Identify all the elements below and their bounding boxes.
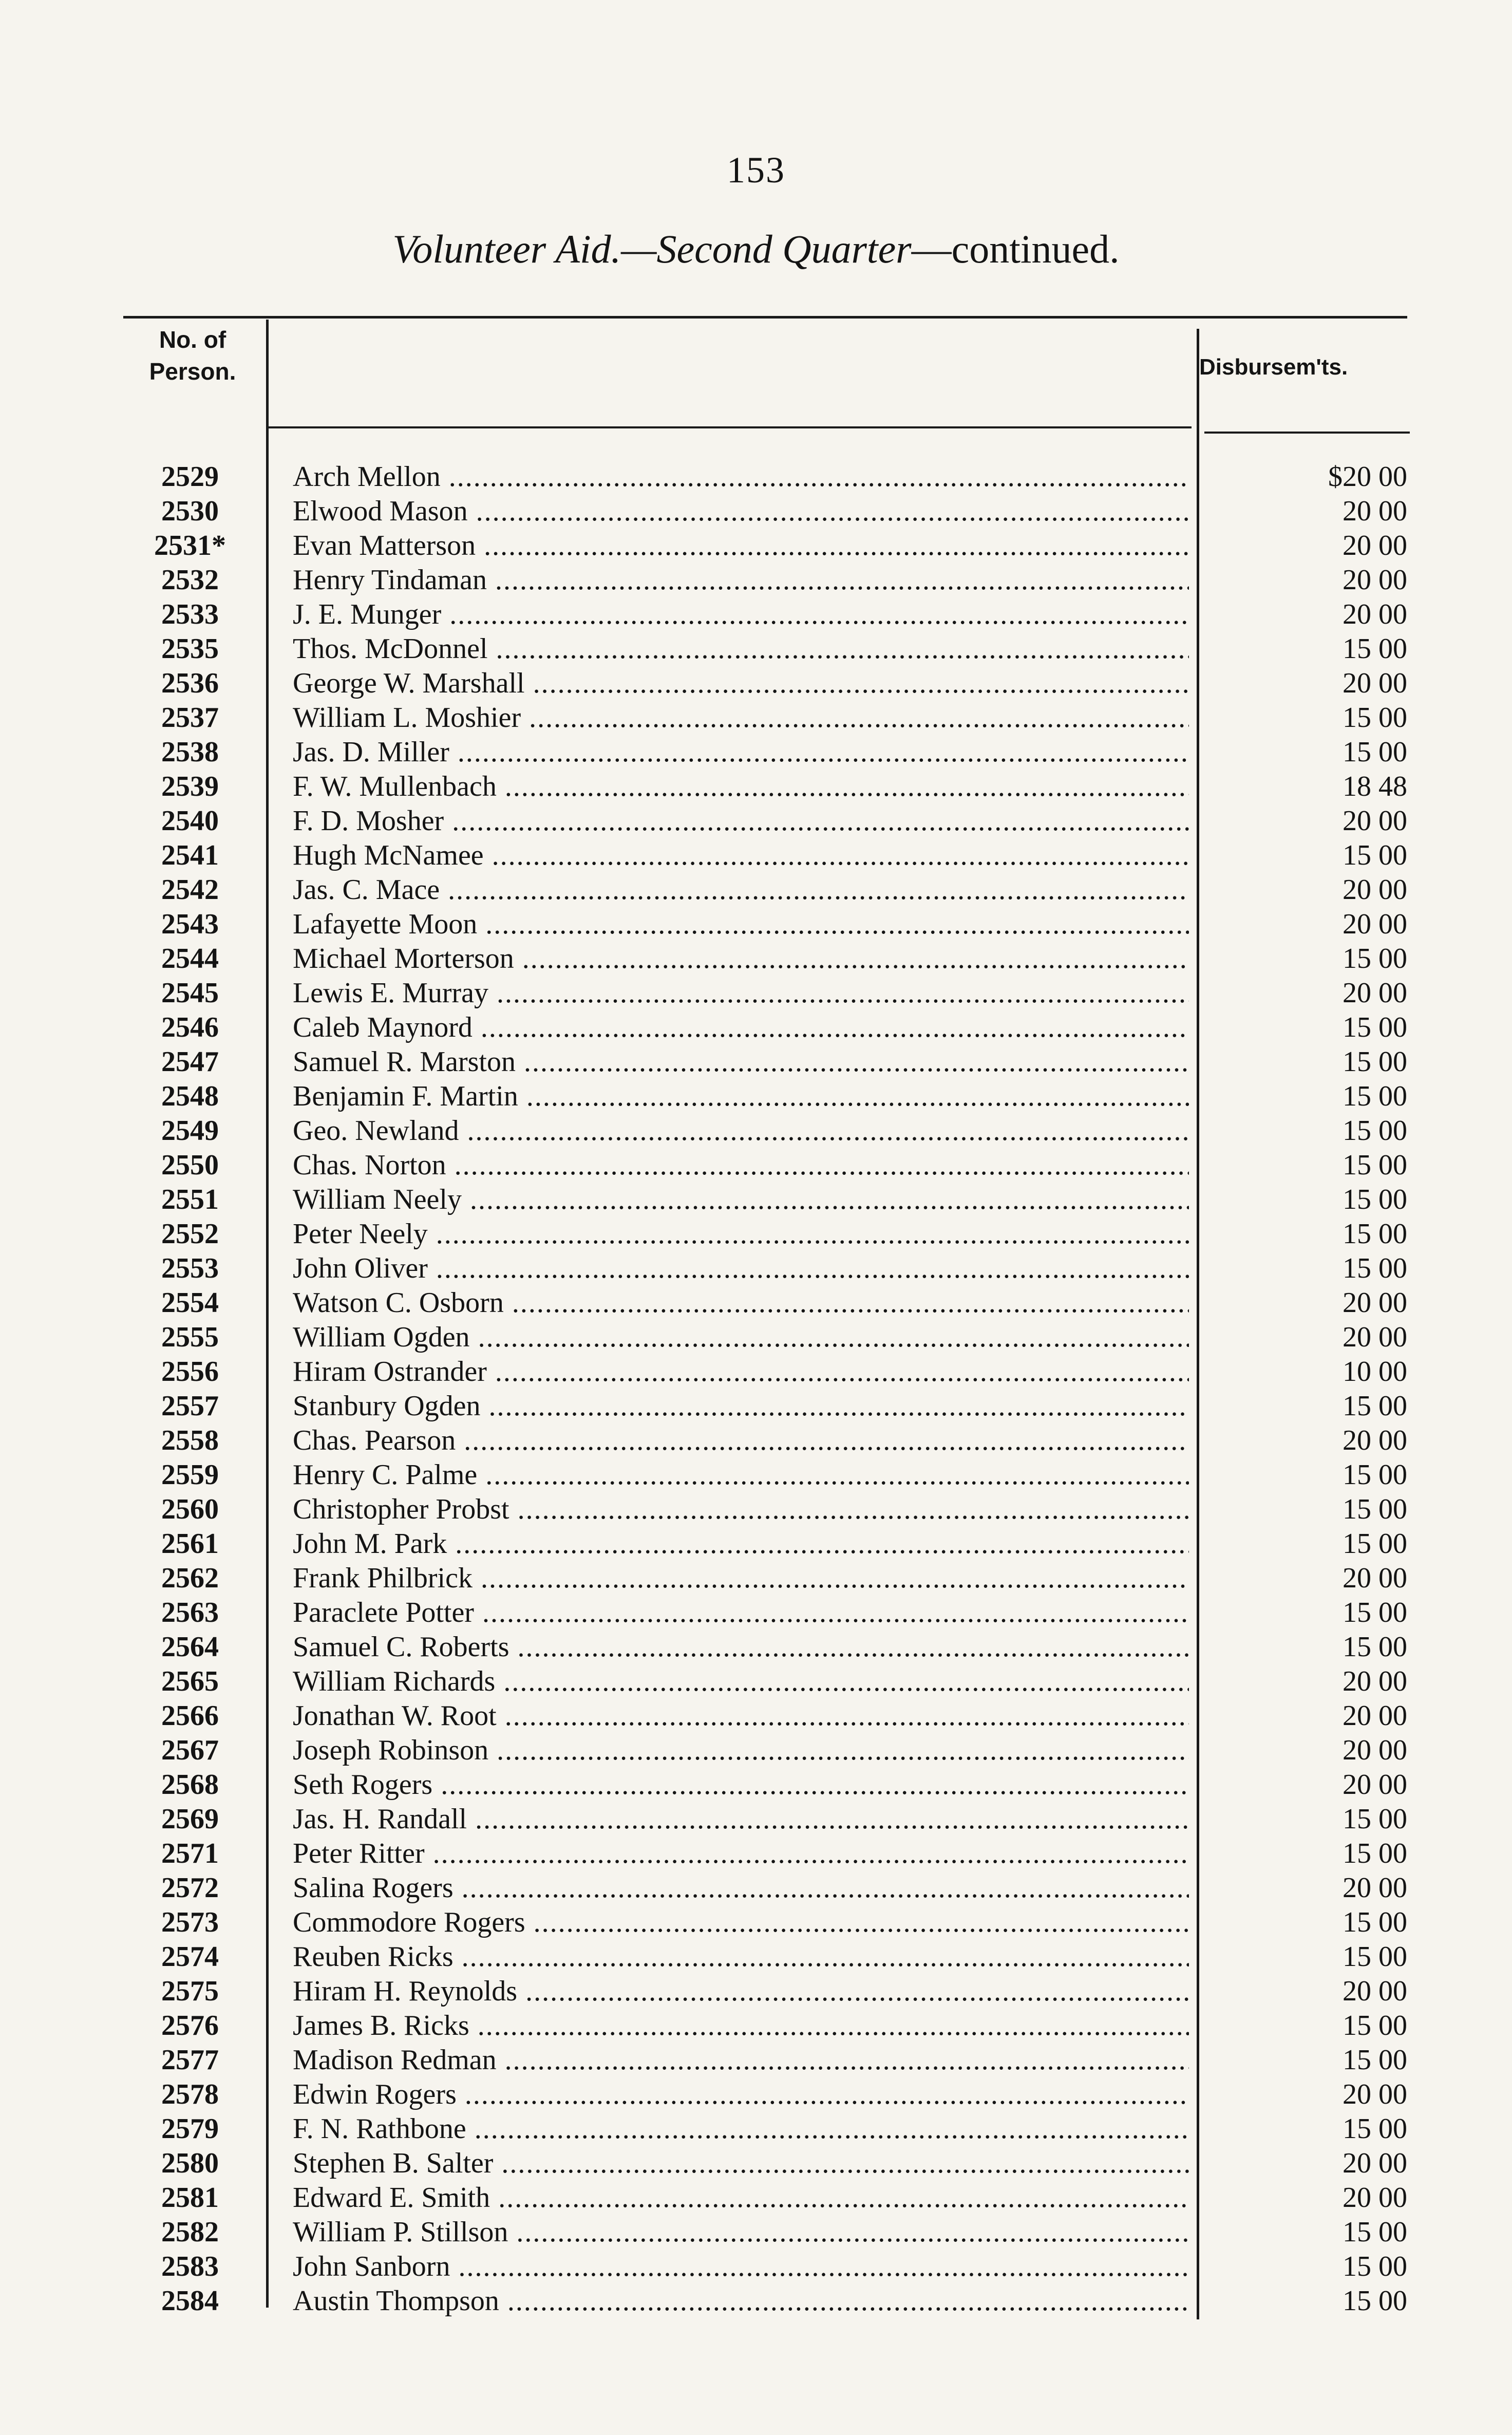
person-number: 2535 [161, 633, 219, 665]
person-name: Samuel C. Roberts ..... [293, 1630, 1189, 1664]
disbursement-amount: 15 00 [1343, 1390, 1407, 1422]
table-row [0, 1664, 1512, 1699]
person-number: 2540 [161, 805, 219, 837]
person-name: Benjamin F. Martin ..... [293, 1079, 1189, 1114]
person-name: William Richards ..... [293, 1664, 1189, 1699]
person-number: 2538 [161, 736, 219, 768]
person-number: 2533 [161, 598, 219, 630]
table-row [0, 460, 1512, 494]
person-name: F. W. Mullenbach ..... [293, 770, 1189, 804]
disbursement-amount: 20 00 [1343, 874, 1407, 906]
disbursement-amount: 15 00 [1343, 1803, 1407, 1835]
person-number: 2545 [161, 977, 219, 1009]
table-row [0, 1320, 1512, 1355]
table-row [0, 1286, 1512, 1320]
person-name: Watson C. Osborn ..... [293, 1286, 1189, 1320]
table-row [0, 838, 1512, 873]
disbursement-amount: 20 00 [1343, 977, 1407, 1009]
person-number: 2564 [161, 1631, 219, 1663]
disbursement-amount: 15 00 [1343, 1149, 1407, 1181]
disbursement-amount: 20 00 [1343, 1321, 1407, 1353]
table-row [0, 942, 1512, 976]
person-number: 2576 [161, 2010, 219, 2041]
person-name: Jas. C. Mace ..... [293, 873, 1189, 907]
table-row [0, 2250, 1512, 2284]
header-bottom-rule-left [267, 426, 1192, 428]
disbursement-amount: 20 00 [1343, 598, 1407, 630]
person-number: 2529 [161, 461, 219, 493]
disbursement-amount: 15 00 [1343, 1528, 1407, 1560]
table-row [0, 1251, 1512, 1286]
person-number: 2563 [161, 1597, 219, 1628]
table-row [0, 632, 1512, 666]
disbursement-amount: 15 00 [1343, 1252, 1407, 1284]
disbursement-amount: 20 00 [1343, 564, 1407, 596]
person-name: Austin Thompson ..... [293, 2284, 1189, 2318]
disbursement-amount: 15 00 [1343, 2285, 1407, 2317]
person-name: Arch Mellon ..... [293, 460, 1189, 494]
table-row [0, 1458, 1512, 1492]
disbursement-amount: 20 00 [1343, 1700, 1407, 1732]
person-number: 2548 [161, 1080, 219, 1112]
disbursement-amount: 15 00 [1343, 2113, 1407, 2145]
disbursement-amount: 20 00 [1343, 1769, 1407, 1801]
disbursement-amount: 20 00 [1343, 530, 1407, 561]
person-name: Paraclete Potter ..... [293, 1596, 1189, 1630]
person-number: 2560 [161, 1493, 219, 1525]
table-row [0, 1802, 1512, 1837]
person-name: Christopher Probst ..... [293, 1492, 1189, 1527]
person-number: 2567 [161, 1734, 219, 1766]
person-number: 2572 [161, 1872, 219, 1904]
table-row [0, 2112, 1512, 2146]
disbursement-amount: 15 00 [1343, 1906, 1407, 1938]
person-name: Henry Tindaman ..... [293, 563, 1189, 597]
person-number: 2573 [161, 1906, 219, 1938]
disbursement-amount: 20 00 [1343, 1562, 1407, 1594]
table-row [0, 2043, 1512, 2077]
page-title-continued: —continued. [911, 227, 1120, 271]
person-name: Michael Morterson ..... [293, 942, 1189, 976]
table-row [0, 1355, 1512, 1389]
table-row [0, 1768, 1512, 1802]
table-row [0, 1492, 1512, 1527]
table-row [0, 1010, 1512, 1045]
disbursement-amount: 15 00 [1343, 736, 1407, 768]
disbursement-amount: 15 00 [1343, 2044, 1407, 2076]
person-name: Jas. H. Randall ..... [293, 1802, 1189, 1837]
person-number: 2541 [161, 839, 219, 871]
person-number: 2543 [161, 908, 219, 940]
number-header-line2: Person. [149, 358, 236, 385]
person-name: Stephen B. Salter ..... [293, 2146, 1189, 2181]
person-name: Caleb Maynord ..... [293, 1010, 1189, 1045]
table-row [0, 1905, 1512, 1940]
disbursement-amount: 20 00 [1343, 1425, 1407, 1456]
table-row [0, 701, 1512, 735]
table-row [0, 976, 1512, 1010]
person-number: 2547 [161, 1046, 219, 1078]
person-name: Frank Philbrick ..... [293, 1561, 1189, 1596]
person-number: 2550 [161, 1149, 219, 1181]
table-row [0, 597, 1512, 632]
disbursement-amount: $20 00 [1328, 461, 1407, 493]
table-row [0, 2215, 1512, 2250]
person-name: Thos. McDonnel ..... [293, 632, 1189, 666]
person-number: 2583 [161, 2251, 219, 2282]
page-title [0, 226, 1512, 272]
table-row [0, 1183, 1512, 1217]
table-row [0, 804, 1512, 838]
disbursement-amount: 15 00 [1343, 1012, 1407, 1043]
person-number: 2565 [161, 1665, 219, 1697]
person-name: Henry C. Palme ..... [293, 1458, 1189, 1492]
person-name: Seth Rogers ..... [293, 1768, 1189, 1802]
person-name: Madison Redman ..... [293, 2043, 1189, 2077]
person-name: Evan Matterson ..... [293, 529, 1189, 563]
disbursement-amount: 18 48 [1343, 771, 1407, 802]
disbursement-amount: 20 00 [1343, 805, 1407, 837]
person-number: 2558 [161, 1425, 219, 1456]
disbursement-amount: 20 00 [1343, 1287, 1407, 1319]
disbursement-amount: 20 00 [1343, 908, 1407, 940]
table-row [0, 2284, 1512, 2318]
person-number: 2569 [161, 1803, 219, 1835]
table-row [0, 1527, 1512, 1561]
table-row [0, 1837, 1512, 1871]
person-name: F. N. Rathbone ..... [293, 2112, 1189, 2146]
table-row [0, 2181, 1512, 2215]
table-row [0, 2146, 1512, 2181]
person-name: Hiram H. Reynolds ..... [293, 1974, 1189, 2009]
table-row [0, 1561, 1512, 1596]
disbursement-amount: 15 00 [1343, 839, 1407, 871]
person-name: George W. Marshall ..... [293, 666, 1189, 701]
person-number: 2530 [161, 495, 219, 527]
table-body [0, 460, 1512, 2318]
person-name: Stanbury Ogden ..... [293, 1389, 1189, 1423]
disbursement-amount: 15 00 [1343, 1115, 1407, 1147]
person-number: 2544 [161, 943, 219, 975]
person-name: James B. Ricks ..... [293, 2009, 1189, 2043]
person-name: Jas. D. Miller ..... [293, 735, 1189, 770]
person-number: 2556 [161, 1356, 219, 1388]
disbursement-amount: 15 00 [1343, 1597, 1407, 1628]
disbursement-amount: 15 00 [1343, 702, 1407, 734]
person-name: Geo. Newland ..... [293, 1114, 1189, 1148]
person-number: 2546 [161, 1012, 219, 1043]
disbursement-amount: 20 00 [1343, 1734, 1407, 1766]
person-name: Lafayette Moon ..... [293, 907, 1189, 942]
table-row [0, 494, 1512, 529]
person-number: 2584 [161, 2285, 219, 2317]
person-number: 2579 [161, 2113, 219, 2145]
person-number: 2532 [161, 564, 219, 596]
page-title-italic: Volunteer Aid.—Second Quarter [392, 227, 912, 271]
table-row [0, 1423, 1512, 1458]
table-row [0, 770, 1512, 804]
table-row [0, 1079, 1512, 1114]
person-name: Lewis E. Murray ..... [293, 976, 1189, 1010]
table-row [0, 563, 1512, 597]
person-number: 2551 [161, 1184, 219, 1215]
person-name: John Sanborn ..... [293, 2250, 1189, 2284]
table-row [0, 1114, 1512, 1148]
person-number: 2566 [161, 1700, 219, 1732]
person-number: 2552 [161, 1218, 219, 1250]
person-name: William Neely ..... [293, 1183, 1189, 1217]
table-row [0, 1389, 1512, 1423]
person-number: 2575 [161, 1975, 219, 2007]
table-row [0, 1217, 1512, 1251]
person-number: 2580 [161, 2147, 219, 2179]
person-name: Edwin Rogers ..... [293, 2077, 1189, 2112]
person-name: F. D. Mosher ..... [293, 804, 1189, 838]
person-name: John Oliver ..... [293, 1251, 1189, 1286]
disbursement-amount: 20 00 [1343, 2147, 1407, 2179]
person-number: 2561 [161, 1528, 219, 1560]
table-row [0, 907, 1512, 942]
disbursement-amount: 15 00 [1343, 1218, 1407, 1250]
table-row [0, 529, 1512, 563]
disbursement-amount: 15 00 [1343, 2010, 1407, 2041]
disbursement-amount: 20 00 [1343, 1665, 1407, 1697]
disbursement-amount: 15 00 [1343, 1941, 1407, 1973]
person-number: 2549 [161, 1115, 219, 1147]
person-name: Peter Neely ..... [293, 1217, 1189, 1251]
person-name: Chas. Pearson ..... [293, 1423, 1189, 1458]
header-bottom-rule-right [1204, 432, 1410, 434]
table-row [0, 2009, 1512, 2043]
disbursement-amount: 15 00 [1343, 1046, 1407, 1078]
disbursement-amount: 20 00 [1343, 2182, 1407, 2214]
table-row [0, 1699, 1512, 1733]
person-number: 2578 [161, 2078, 219, 2110]
person-number: 2557 [161, 1390, 219, 1422]
person-number: 2536 [161, 667, 219, 699]
disbursements-column-header: Disbursem'ts. [1199, 354, 1348, 380]
table-row [0, 666, 1512, 701]
person-name: William P. Stillson ..... [293, 2215, 1189, 2250]
table-row [0, 1974, 1512, 2009]
person-name: William Ogden ..... [293, 1320, 1189, 1355]
person-number: 2571 [161, 1838, 219, 1869]
table-top-rule [123, 316, 1407, 319]
table-row [0, 1148, 1512, 1183]
person-number: 2553 [161, 1252, 219, 1284]
table-row [0, 1596, 1512, 1630]
person-name: Commodore Rogers ..... [293, 1905, 1189, 1940]
table-row [0, 735, 1512, 770]
disbursement-amount: 20 00 [1343, 667, 1407, 699]
person-name: Salina Rogers ..... [293, 1871, 1189, 1905]
person-number: 2531* [154, 530, 226, 561]
disbursement-amount: 15 00 [1343, 1493, 1407, 1525]
disbursement-amount: 15 00 [1343, 633, 1407, 665]
person-name: Peter Ritter ..... [293, 1837, 1189, 1871]
disbursement-amount: 20 00 [1343, 1975, 1407, 2007]
page-number: 153 [727, 149, 785, 191]
person-number: 2577 [161, 2044, 219, 2076]
disbursement-amount: 15 00 [1343, 2216, 1407, 2248]
person-number: 2581 [161, 2182, 219, 2214]
disbursement-amount: 15 00 [1343, 943, 1407, 975]
disbursement-amount: 15 00 [1343, 1184, 1407, 1215]
person-number: 2555 [161, 1321, 219, 1353]
table-row [0, 2077, 1512, 2112]
number-column-header [123, 324, 262, 387]
table-row [0, 1871, 1512, 1905]
number-header-line1: No. of [159, 326, 226, 353]
person-name: Chas. Norton ..... [293, 1148, 1189, 1183]
person-name: William L. Moshier ..... [293, 701, 1189, 735]
disbursement-amount: 10 00 [1343, 1356, 1407, 1388]
person-name: Edward E. Smith ..... [293, 2181, 1189, 2215]
disbursement-amount: 15 00 [1343, 1838, 1407, 1869]
person-name: J. E. Munger ..... [293, 597, 1189, 632]
person-number: 2574 [161, 1941, 219, 1973]
person-name: Reuben Ricks ..... [293, 1940, 1189, 1974]
person-number: 2554 [161, 1287, 219, 1319]
person-name: John M. Park ..... [293, 1527, 1189, 1561]
disbursement-amount: 15 00 [1343, 1631, 1407, 1663]
person-number: 2562 [161, 1562, 219, 1594]
disbursement-amount: 20 00 [1343, 1872, 1407, 1904]
person-number: 2542 [161, 874, 219, 906]
disbursement-amount: 15 00 [1343, 1080, 1407, 1112]
person-name: Joseph Robinson ..... [293, 1733, 1189, 1768]
person-number: 2568 [161, 1769, 219, 1801]
person-name: Jonathan W. Root ..... [293, 1699, 1189, 1733]
disbursement-amount: 20 00 [1343, 2078, 1407, 2110]
table-row [0, 873, 1512, 907]
person-number: 2582 [161, 2216, 219, 2248]
disbursement-amount: 20 00 [1343, 495, 1407, 527]
disbursement-amount: 15 00 [1343, 1459, 1407, 1491]
person-name: Hiram Ostrander ..... [293, 1355, 1189, 1389]
table-row [0, 1045, 1512, 1079]
table-row [0, 1733, 1512, 1768]
person-name: Elwood Mason ..... [293, 494, 1189, 529]
person-number: 2559 [161, 1459, 219, 1491]
table-row [0, 1630, 1512, 1664]
person-number: 2537 [161, 702, 219, 734]
table-row [0, 1940, 1512, 1974]
person-name: Hugh McNamee ..... [293, 838, 1189, 873]
person-name: Samuel R. Marston ..... [293, 1045, 1189, 1079]
person-number: 2539 [161, 771, 219, 802]
disbursement-amount: 15 00 [1343, 2251, 1407, 2282]
